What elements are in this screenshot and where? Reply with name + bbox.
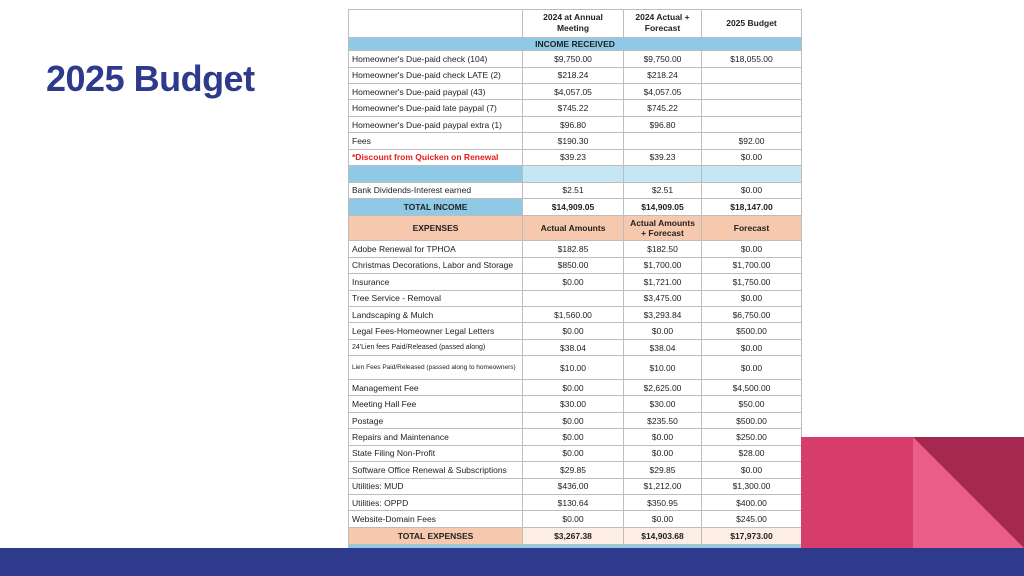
value-cell: $0.00 [702,241,802,257]
table-row [349,445,802,461]
table-row [349,356,802,380]
dividends-row [349,182,802,198]
value-cell: $182.50 [624,241,702,257]
value-cell: $39.23 [624,149,702,166]
header-cell [349,10,523,38]
header-cell: Actual Amounts + Forecast [624,215,702,241]
blank-row [349,166,802,182]
header-cell: Actual Amounts [523,215,624,241]
table-row [349,307,802,323]
value-cell: $1,560.00 [523,307,624,323]
income-section-row [349,37,802,50]
header-cell: 2024 Actual + Forecast [624,10,702,38]
table-row [349,116,802,132]
row-label: *Discount from Quicken on Renewal [349,149,523,166]
table-row [349,323,802,339]
value-cell: $745.22 [523,100,624,116]
value-cell: $0.00 [702,290,802,306]
value-cell: $130.64 [523,495,624,511]
value-cell: $10.00 [624,356,702,380]
value-cell: $0.00 [523,511,624,528]
value-cell [702,116,802,132]
value-cell: $0.00 [702,182,802,198]
table-row [349,100,802,116]
value-cell [702,83,802,99]
table-row [349,133,802,149]
value-cell: $38.04 [624,339,702,355]
blank-cell [349,166,523,182]
value-cell: $9,750.00 [523,51,624,67]
row-label: Software Office Renewal & Subscriptions [349,462,523,478]
value-cell: $18,147.00 [702,199,802,215]
value-cell: $218.24 [624,67,702,83]
total-income-row [349,199,802,215]
value-cell: $1,700.00 [702,257,802,273]
blank-cell [624,166,702,182]
value-cell: $0.00 [523,379,624,395]
value-cell: $17,973.00 [702,528,802,544]
row-label: Homeowner's Due-paid paypal (43) [349,83,523,99]
value-cell: $0.00 [523,445,624,461]
value-cell: $39.23 [523,149,624,166]
blank-cell [523,166,624,182]
value-cell: $14,909.05 [523,199,624,215]
table-row [349,51,802,67]
expenses-header-row [349,215,802,241]
table-row [349,429,802,445]
total-expenses-row [349,528,802,544]
table-row [349,83,802,99]
table-row [349,257,802,273]
value-cell: $0.00 [624,429,702,445]
value-cell: $4,500.00 [702,379,802,395]
value-cell: $2.51 [624,182,702,198]
table-row [349,290,802,306]
value-cell [702,67,802,83]
value-cell: $4,057.05 [624,83,702,99]
income-rows [349,51,802,166]
value-cell: $92.00 [702,133,802,149]
value-cell: $50.00 [702,396,802,412]
value-cell: $3,293.84 [624,307,702,323]
value-cell: $1,750.00 [702,274,802,290]
row-label: Management Fee [349,379,523,395]
table-row [349,379,802,395]
value-cell: $38.04 [523,339,624,355]
value-cell: $400.00 [702,495,802,511]
value-cell: $436.00 [523,478,624,494]
row-label: Homeowner's Due-paid check (104) [349,51,523,67]
row-label: Tree Service - Removal [349,290,523,306]
row-label: Insurance [349,274,523,290]
value-cell: $0.00 [702,149,802,166]
row-label: Repairs and Maintenance [349,429,523,445]
row-label: Adobe Renewal for TPHOA [349,241,523,257]
value-cell: $745.22 [624,100,702,116]
row-label: TOTAL EXPENSES [349,528,523,544]
value-cell: $1,721.00 [624,274,702,290]
value-cell: $0.00 [624,511,702,528]
value-cell: $30.00 [523,396,624,412]
table-row [349,149,802,166]
blank-cell [702,166,802,182]
value-cell: $14,903.68 [624,528,702,544]
value-cell: $30.00 [624,396,702,412]
value-cell [523,290,624,306]
value-cell: $1,700.00 [624,257,702,273]
value-cell: $0.00 [702,462,802,478]
value-cell: $182.85 [523,241,624,257]
value-cell: $218.24 [523,67,624,83]
value-cell: $29.85 [624,462,702,478]
value-cell: $350.95 [624,495,702,511]
row-label: Legal Fees-Homeowner Legal Letters [349,323,523,339]
table-row [349,274,802,290]
value-cell: $28.00 [702,445,802,461]
table-row [349,339,802,355]
value-cell: $3,475.00 [624,290,702,306]
decorative-shape [801,437,1024,548]
table-row [349,412,802,428]
table-header-row [349,10,802,38]
value-cell: $0.00 [523,429,624,445]
row-label: State Filing Non-Profit [349,445,523,461]
table-row [349,396,802,412]
value-cell: $0.00 [624,323,702,339]
row-label: Landscaping & Mulch [349,307,523,323]
row-label: Homeowner's Due-paid check LATE (2) [349,67,523,83]
row-label: 24'Lien fees Paid/Released (passed along) [349,339,523,355]
row-label: Website-Domain Fees [349,511,523,528]
value-cell: $0.00 [523,323,624,339]
header-cell: Forecast [702,215,802,241]
row-label: Bank Dividends-Interest earned [349,182,523,198]
value-cell: $10.00 [523,356,624,380]
table-row [349,462,802,478]
table-row [349,495,802,511]
value-cell: $500.00 [702,412,802,428]
value-cell [702,100,802,116]
value-cell: $0.00 [702,356,802,380]
expense-rows [349,241,802,528]
value-cell: $0.00 [702,339,802,355]
table-row [349,511,802,528]
value-cell: $850.00 [523,257,624,273]
row-label: Postage [349,412,523,428]
value-cell: $29.85 [523,462,624,478]
row-label: Lien Fees Paid/Released (passed along to homeowners) [349,356,523,380]
value-cell: $9,750.00 [624,51,702,67]
row-label: Utilities: OPPD [349,495,523,511]
row-label: TOTAL INCOME [349,199,523,215]
income-section-title: INCOME RECEIVED [349,37,802,50]
page-title: 2025 Budget [46,58,255,99]
row-label: Fees [349,133,523,149]
footer-band [0,548,1024,576]
value-cell: $18,055.00 [702,51,802,67]
value-cell: $96.80 [624,116,702,132]
value-cell: $1,212.00 [624,478,702,494]
value-cell: $190.30 [523,133,624,149]
value-cell: $245.00 [702,511,802,528]
row-label: Meeting Hall Fee [349,396,523,412]
value-cell: $0.00 [624,445,702,461]
budget-table [348,9,802,561]
value-cell: $4,057.05 [523,83,624,99]
value-cell: $0.00 [523,412,624,428]
table-row [349,241,802,257]
value-cell: $0.00 [523,274,624,290]
value-cell [624,133,702,149]
header-cell: 2024 at Annual Meeting [523,10,624,38]
value-cell: $500.00 [702,323,802,339]
header-cell: EXPENSES [349,215,523,241]
row-label: Christmas Decorations, Labor and Storage [349,257,523,273]
row-label: Homeowner's Due-paid paypal extra (1) [349,116,523,132]
value-cell: $1,300.00 [702,478,802,494]
value-cell: $250.00 [702,429,802,445]
value-cell: $6,750.00 [702,307,802,323]
row-label: Homeowner's Due-paid late paypal (7) [349,100,523,116]
value-cell: $2.51 [523,182,624,198]
table-row [349,67,802,83]
header-cell: 2025 Budget [702,10,802,38]
value-cell: $2,625.00 [624,379,702,395]
table-row [349,478,802,494]
value-cell: $3,267.38 [523,528,624,544]
row-label: Utilities: MUD [349,478,523,494]
value-cell: $14,909.05 [624,199,702,215]
value-cell: $235.50 [624,412,702,428]
value-cell: $96.80 [523,116,624,132]
